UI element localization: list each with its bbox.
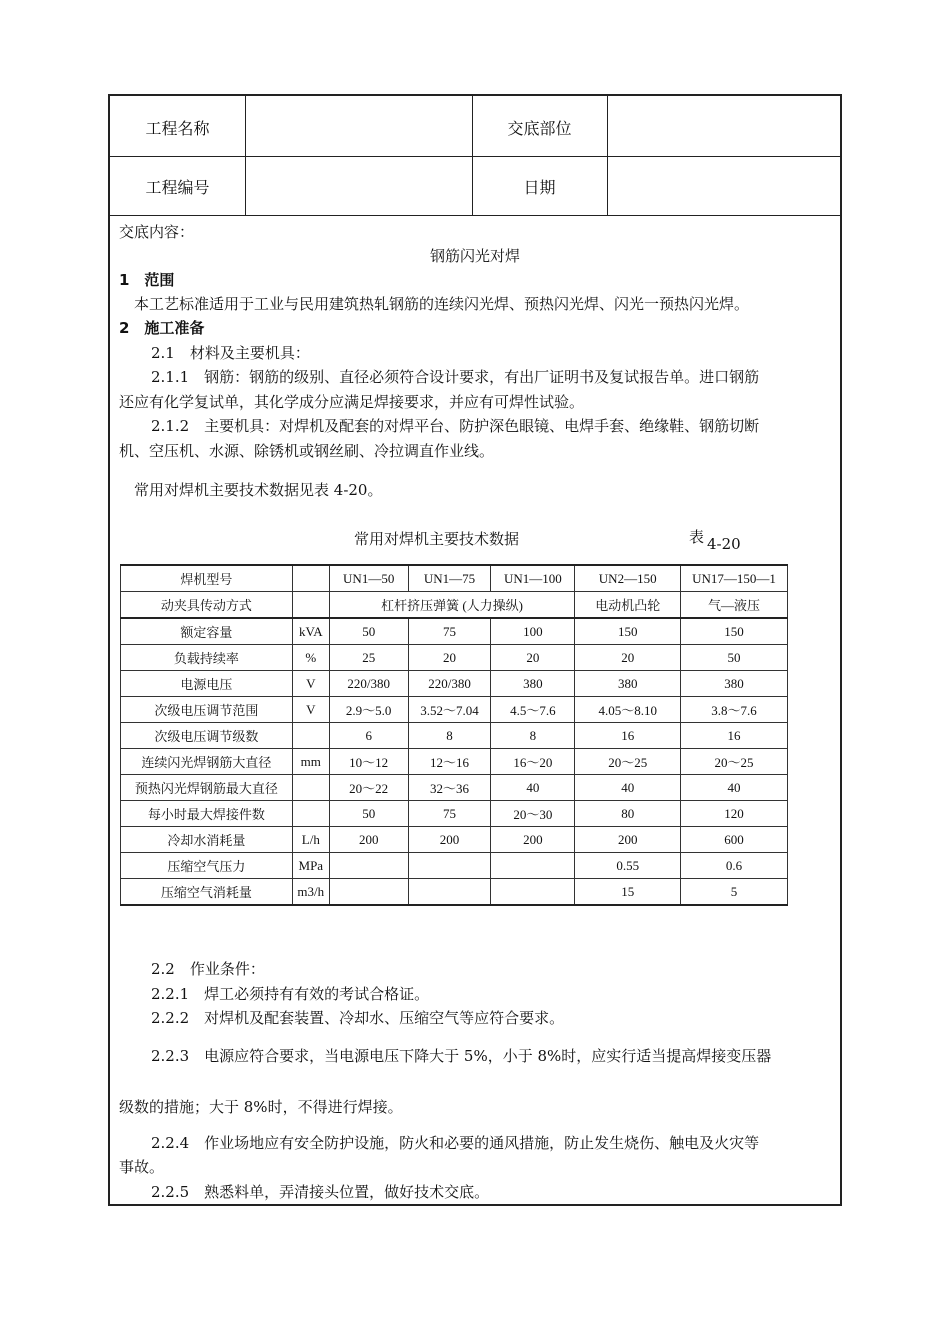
table-cell: 40 — [491, 775, 575, 801]
table-cell: 75 — [408, 618, 491, 645]
section-2-2-4-line2: 事故。 — [119, 1158, 165, 1176]
table-cell — [329, 879, 408, 906]
table-cell: 20～22 — [329, 775, 408, 801]
table-number: 4-20 — [707, 535, 741, 553]
table-cell — [491, 879, 575, 906]
table-cell: 气—液压 — [681, 592, 788, 619]
section-2-1: 2.1 材料及主要机具： — [151, 344, 310, 362]
section-2-1-1-line2: 还应有化学复试单，其化学成分应满足焊接要求，并应有可焊性试验。 — [119, 393, 585, 411]
table-cell: 120 — [681, 801, 788, 827]
table-cell: V — [292, 697, 329, 723]
table-cell: 8 — [491, 723, 575, 749]
table-cell: 380 — [491, 671, 575, 697]
project-name-label: 工程名称 — [145, 119, 210, 138]
section-2-2-2: 2.2.2 对焊机及配套装置、冷却水、压缩空气等应符合要求。 — [151, 1009, 565, 1027]
table-cell: 32～36 — [408, 775, 491, 801]
table-cell: mm — [292, 749, 329, 775]
table-cell — [292, 775, 329, 801]
table-cell: 12～16 — [408, 749, 491, 775]
table-row — [121, 723, 788, 749]
table-cell: UN1—50 — [329, 565, 408, 592]
table-row — [121, 592, 788, 619]
table-row — [121, 775, 788, 801]
project-name-field[interactable] — [247, 106, 471, 146]
table-cell: 每小时最大焊接件数 — [121, 801, 293, 827]
table-cell: % — [292, 645, 329, 671]
section-2-2-3-line2: 级数的措施；大于 8%时，不得进行焊接。 — [119, 1098, 403, 1116]
table-cell: 5 — [681, 879, 788, 906]
section-2-2: 2.2 作业条件： — [151, 960, 265, 978]
table-row — [121, 697, 788, 723]
table-cell: 负载持续率 — [121, 645, 293, 671]
section-2-heading: 2 施工准备 — [119, 319, 205, 337]
date-field[interactable] — [609, 166, 837, 206]
table-cell: 20 — [575, 645, 681, 671]
table-cell: 150 — [681, 618, 788, 645]
table-cell: 200 — [491, 827, 575, 853]
table-cell: 150 — [575, 618, 681, 645]
table-number-prefix: 表 — [689, 528, 705, 546]
table-cell: 4.5～7.6 — [491, 697, 575, 723]
table-row — [121, 565, 788, 592]
table-cell: kVA — [292, 618, 329, 645]
table-title: 常用对焊机主要技术数据 — [354, 530, 520, 548]
table-cell: 220/380 — [329, 671, 408, 697]
table-body — [121, 618, 788, 905]
section-2-2-4-line1: 2.2.4 作业场地应有安全防护设施，防火和必要的通风措施，防止发生烧伤、触电及火灾等 — [151, 1134, 760, 1152]
table-cell: 20 — [491, 645, 575, 671]
section-2-1-2-line2: 机、空压机、水源、除锈机或钢丝刷、冷拉调直作业线。 — [119, 442, 495, 460]
table-cell: 20～30 — [491, 801, 575, 827]
table-row — [121, 801, 788, 827]
table-cell: 6 — [329, 723, 408, 749]
table-cell: 200 — [329, 827, 408, 853]
table-row — [121, 645, 788, 671]
table-cell: 600 — [681, 827, 788, 853]
table-cell: 20～25 — [575, 749, 681, 775]
disclosure-form — [108, 94, 842, 1206]
table-cell — [292, 565, 329, 592]
table-cell: 16 — [575, 723, 681, 749]
table-cell: 连续闪光焊钢筋大直径 — [121, 749, 293, 775]
table-cell: 75 — [408, 801, 491, 827]
table-cell: 50 — [329, 801, 408, 827]
table-cell: 15 — [575, 879, 681, 906]
table-row — [121, 749, 788, 775]
table-cell — [292, 723, 329, 749]
table-cell: 2.9～5.0 — [329, 697, 408, 723]
disclosure-part-field[interactable] — [609, 106, 837, 146]
date-label: 日期 — [523, 178, 556, 197]
table-cell: 次级电压调节范围 — [121, 697, 293, 723]
table-cell: 3.52～7.04 — [408, 697, 491, 723]
table-cell: 200 — [408, 827, 491, 853]
table-cell: 40 — [681, 775, 788, 801]
table-cell: 380 — [575, 671, 681, 697]
project-no-field[interactable] — [247, 166, 471, 206]
table-cell: 预热闪光焊钢筋最大直径 — [121, 775, 293, 801]
table-cell — [292, 592, 329, 619]
section-2-2-3-line1: 2.2.3 电源应符合要求，当电源电压下降大于 5%，小于 8%时，应实行适当提高焊接变压器 — [151, 1047, 772, 1065]
table-row — [121, 671, 788, 697]
header-divider — [245, 96, 246, 215]
table-cell: 压缩空气压力 — [121, 853, 293, 879]
table-cell: 杠杆挤压弹簧 (人力操纵) — [329, 592, 575, 619]
table-cell — [491, 853, 575, 879]
document-title: 钢筋闪光对焊 — [429, 247, 520, 265]
table-cell: 80 — [575, 801, 681, 827]
section-2-2-5: 2.2.5 熟悉料单，弄清接头位置，做好技术交底。 — [151, 1183, 490, 1201]
section-1-heading: 1 范围 — [119, 271, 175, 289]
table-cell: UN17—150—1 — [681, 565, 788, 592]
table-cell: V — [292, 671, 329, 697]
table-cell: UN2—150 — [575, 565, 681, 592]
table-cell: m3/h — [292, 879, 329, 906]
table-cell: 次级电压调节级数 — [121, 723, 293, 749]
table-cell: 16～20 — [491, 749, 575, 775]
table-row — [121, 879, 788, 906]
table-cell — [329, 853, 408, 879]
table-cell: 电动机凸轮 — [575, 592, 681, 619]
table-cell: 100 — [491, 618, 575, 645]
welder-spec-table — [120, 564, 788, 906]
table-cell: 50 — [681, 645, 788, 671]
table-cell — [408, 879, 491, 906]
table-cell: 冷却水消耗量 — [121, 827, 293, 853]
section-1-text: 本工艺标准适用于工业与民用建筑热轧钢筋的连续闪光焊、预热闪光焊、闪光一预热闪光焊。 — [134, 295, 750, 313]
section-2-1-1-line1: 2.1.1 钢筋：钢筋的级别、直径必须符合设计要求，有出厂证明书及复试报告单。进口钢筋 — [151, 368, 760, 386]
table-cell: 0.6 — [681, 853, 788, 879]
header-divider — [607, 96, 608, 215]
table-cell: 额定容量 — [121, 618, 293, 645]
table-cell: 4.05～8.10 — [575, 697, 681, 723]
section-2-2-1: 2.2.1 焊工必须持有有效的考试合格证。 — [151, 985, 430, 1003]
table-cell: 电源电压 — [121, 671, 293, 697]
table-row — [121, 827, 788, 853]
table-cell: UN1—75 — [408, 565, 491, 592]
table-cell: 16 — [681, 723, 788, 749]
section-2-1-2-line1: 2.1.2 主要机具：对焊机及配套的对焊平台、防护深色眼镜、电焊手套、绝缘鞋、钢筋切断 — [151, 417, 760, 435]
table-row — [121, 618, 788, 645]
table-cell: UN1—100 — [491, 565, 575, 592]
disclosure-part-label: 交底部位 — [507, 119, 572, 138]
table-cell: MPa — [292, 853, 329, 879]
table-cell: 20～25 — [681, 749, 788, 775]
table-row — [121, 853, 788, 879]
table-cell: 200 — [575, 827, 681, 853]
table-cell: 20 — [408, 645, 491, 671]
table-cell: 0.55 — [575, 853, 681, 879]
table-cell: 动夹具传动方式 — [121, 592, 293, 619]
table-cell: 50 — [329, 618, 408, 645]
project-no-label: 工程编号 — [145, 178, 210, 197]
table-cell: 3.8～7.6 — [681, 697, 788, 723]
content-label: 交底内容： — [119, 223, 195, 241]
table-cell: 40 — [575, 775, 681, 801]
table-cell — [408, 853, 491, 879]
table-reference: 常用对焊机主要技术数据见表 4-20。 — [134, 481, 383, 499]
table-cell: 8 — [408, 723, 491, 749]
table-cell: 220/380 — [408, 671, 491, 697]
table-cell: 焊机型号 — [121, 565, 293, 592]
table-cell: 25 — [329, 645, 408, 671]
table-cell — [292, 801, 329, 827]
table-cell: L/h — [292, 827, 329, 853]
table-cell: 压缩空气消耗量 — [121, 879, 293, 906]
table-cell: 10～12 — [329, 749, 408, 775]
table-cell: 380 — [681, 671, 788, 697]
